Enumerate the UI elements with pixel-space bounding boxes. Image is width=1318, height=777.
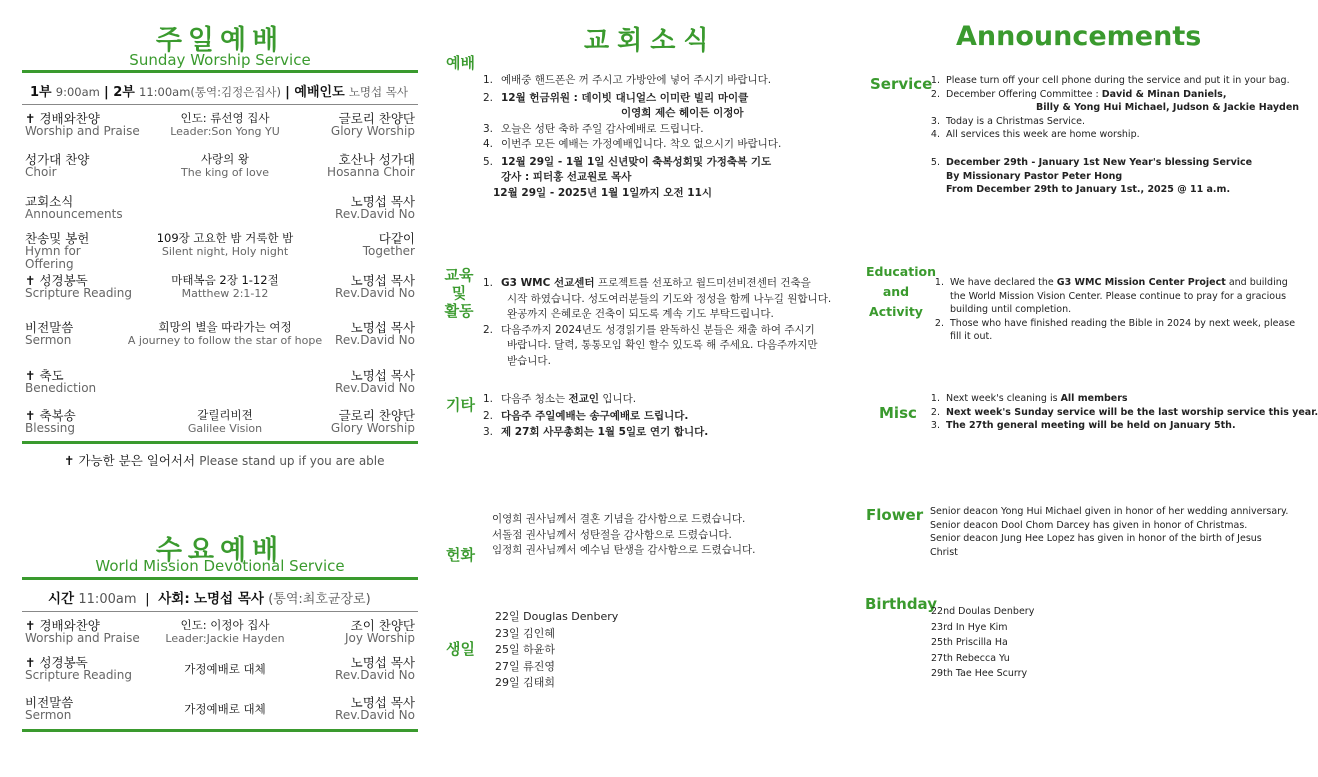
wed-time-label: 시간 (48, 591, 75, 607)
list-item-number: 2. (482, 409, 493, 422)
order-item-person (335, 656, 415, 682)
list-item (926, 156, 1252, 170)
news-item-text: 예배중 핸드폰은 꺼 주시고 가방안에 넣어 주시기 바랍니다. (501, 74, 772, 86)
list-item-text: We have declared the (950, 277, 1057, 288)
birthday-item: 29th Tae Hee Scurry (931, 668, 1028, 679)
order-item-title: 비전말씀 (25, 695, 74, 710)
order-row (25, 696, 415, 732)
order-item-detail-ko: 갈릴리비젼 (197, 408, 253, 422)
list-item (926, 406, 1318, 420)
order-item-person (345, 619, 415, 645)
order-item-detail (120, 321, 330, 347)
order-item-detail (120, 619, 330, 645)
order-item-person (335, 274, 415, 300)
order-item-person-ko: 글로리 찬양단 (338, 111, 415, 126)
list-item (926, 128, 1299, 142)
list-item-number: 5. (930, 157, 940, 168)
wednesday-title-ko: 수요예배 (155, 535, 285, 566)
order-item-title-en: Sermon (25, 708, 72, 722)
order-item-person (331, 112, 415, 138)
list-item (926, 419, 1318, 433)
list-item (475, 276, 831, 292)
order-item-detail-en: A journey to follow the star of hope (127, 334, 323, 347)
birthday-item: 27일 류진영 (495, 659, 555, 673)
flower-item: Senior deacon Dool Chom Darcey has given in honor of Christmas. (930, 519, 1248, 531)
news-item (475, 137, 781, 153)
order-item-title-en: Scripture Reading (25, 668, 132, 682)
list-item-number: 3. (482, 426, 493, 438)
list-item-number: 3. (930, 115, 940, 127)
list-item-number: 4. (930, 129, 940, 140)
news-item-text: 12월 29일 - 1월 1일 신년맞이 축복성회및 가정축복 기도 (501, 155, 772, 168)
list-item (475, 323, 831, 339)
list-item (930, 276, 1295, 290)
list-item-text: 다음주 청소는 (501, 393, 569, 405)
ann-service-label: Service (870, 75, 933, 93)
order-item-person-en: Rev.David No (335, 207, 415, 221)
list-item-text: 다음주까지 2024년도 성경읽기를 완독하신 분들은 채출 하여 주시기 (501, 323, 815, 336)
list-item-text: Next week's cleaning is (946, 393, 1061, 404)
news-item-number: 5. (482, 155, 493, 168)
list-item-bold: By Missionary Pastor Peter Hong (946, 170, 1123, 182)
sunday-bottom-rule (22, 441, 418, 444)
list-item-number: 2. (930, 88, 940, 100)
ann-service-list-b (926, 156, 1252, 197)
order-item-person-en: Glory Worship (330, 421, 415, 435)
order-item-title-en: Announcements (25, 207, 123, 221)
order-item-person-en: Hosanna Choir (327, 165, 415, 179)
part2-time: 11:00am(통역:김정은집사) (139, 85, 282, 99)
birthday-item: 27th Rebecca Yu (931, 652, 1010, 664)
birthday-item: 23rd In Hye Kim (931, 621, 1008, 633)
birthday-item: 22일 Douglas Denbery (495, 610, 619, 623)
news-item (475, 155, 781, 171)
flower-item: 임정희 권사님께서 예수님 탄생을 감사함으로 드렸습니다. (492, 544, 756, 556)
order-item-person-en: Rev.David No (335, 668, 415, 682)
order-item-person-en: Rev.David No (335, 708, 415, 722)
sunday-title-en: Sunday Worship Service (129, 51, 311, 69)
order-item-title-en: Scripture Reading (25, 286, 132, 300)
order-item-detail-ko: 가정예배로 대체 (184, 662, 266, 676)
list-item-text: 완공까지 은혜로운 건축이 되도록 계속 기도 부탁드립니다. (507, 308, 774, 320)
wednesday-top-rule (22, 577, 418, 580)
order-item-detail-ko: 인도: 이정아 집사 (180, 618, 270, 632)
list-item-bold: The 27th general meeting will be held on January 5th. (946, 420, 1236, 431)
order-item-title-en: Worship and Praise (25, 631, 140, 645)
news-flower-list (492, 512, 755, 559)
order-item-detail-ko: 인도: 류선영 집사 (180, 111, 270, 125)
order-item-detail-ko: 사랑의 왕 (200, 152, 250, 166)
ann-edu-label: Education and Activity (866, 264, 936, 319)
list-item-bold: Next week's Sunday service will be the last worship service this year. (946, 406, 1318, 418)
list-item-text: 받습니다. (507, 354, 551, 367)
birthday-item: 23일 김인혜 (495, 626, 555, 640)
news-item-number: 3. (482, 122, 493, 135)
sunday-title-ko: 주일예배 (155, 25, 285, 56)
list-item (475, 391, 708, 408)
stand-note-ko: ✝ 가능한 분은 일어서서 (64, 453, 196, 468)
order-item-title: ✝ 성경봉독 (25, 273, 88, 288)
news-item-number: 1. (482, 74, 493, 86)
order-item-detail-en: Leader:Jackie Hayden (165, 632, 285, 645)
list-item-text: December Offering Committee : (946, 88, 1102, 100)
list-item-bold: All members (1060, 393, 1128, 404)
wed-host: 노명섭 목사 (194, 591, 264, 607)
list-item-text: fill it out. (950, 331, 993, 342)
order-item-person-ko: 노명섭 목사 (350, 320, 415, 335)
order-item-person-en: Joy Worship (344, 631, 415, 645)
list-item-text: Today is a Christmas Service. (946, 115, 1085, 127)
news-item-text: 12월 헌금위원 : 데이빗 대니얼스 이미란 빌리 마이클 (501, 91, 749, 104)
news-item-number: 4. (482, 138, 493, 150)
order-item-person-ko: 글로리 찬양단 (338, 408, 415, 423)
order-item-person (335, 696, 415, 722)
order-item-detail-ko: 109장 고요한 밤 거룩한 밤 (156, 231, 294, 245)
order-item-detail (120, 274, 330, 300)
order-item-detail (120, 153, 330, 179)
list-item (926, 183, 1252, 197)
wed-host-label: 사회: (158, 591, 190, 607)
order-item-title-en: Sermon (25, 333, 72, 347)
list-item-post: 프로젝트를 선포하고 월드미션비젼센터 건축을 (594, 277, 811, 289)
list-item (930, 330, 1295, 344)
news-item (475, 91, 781, 107)
part1-time: 9:00am (55, 85, 100, 99)
list-item (926, 101, 1299, 115)
news-item-text: 오늘은 성탄 축하 주일 감사예배로 드립니다. (501, 122, 704, 135)
list-item-bold: 전교인 (568, 393, 599, 405)
order-item-detail-ko: 희망의 별을 따라가는 여정 (158, 320, 292, 334)
news-item-number: 2. (482, 91, 493, 104)
list-item (930, 317, 1295, 331)
flower-item: 이영희 권사님께서 결혼 기념을 감사함으로 드렸습니다. (492, 513, 746, 525)
list-item (926, 392, 1318, 406)
news-flower-label: 헌화 (446, 546, 475, 564)
wednesday-info-line (48, 587, 371, 607)
order-item-title-en: Blessing (25, 421, 76, 435)
list-item-number: 1. (482, 277, 493, 289)
list-item-post: and building (1225, 277, 1288, 288)
wednesday-info-rule (22, 611, 418, 612)
sunday-top-rule (22, 70, 418, 73)
list-item-text: Please turn off your cell phone during the service and put it in your bag. (946, 75, 1290, 86)
list-item (475, 307, 831, 323)
order-item-person (335, 195, 415, 221)
wednesday-bottom-rule (22, 729, 418, 732)
sunday-info-rule (22, 104, 418, 105)
list-item-text: All services this week are home worship. (946, 129, 1140, 140)
order-item-title: 성가대 찬양 (25, 152, 90, 167)
part2-label: | 2부 (103, 85, 135, 100)
order-item-title: ✝ 축도 (25, 368, 64, 383)
leader-name: 노명섭 목사 (348, 85, 409, 99)
list-item-text: building until completion. (950, 304, 1072, 315)
order-item-person-ko: 노명섭 목사 (350, 194, 415, 209)
wednesday-title-en: World Mission Devotional Service (95, 557, 345, 575)
stand-note (64, 451, 385, 469)
ann-misc-list (926, 392, 1318, 433)
order-item-person (327, 153, 415, 179)
order-row (25, 231, 415, 271)
order-item-left (25, 369, 155, 395)
ann-flower-label: Flower (866, 506, 924, 524)
order-row (25, 656, 415, 692)
list-item-number: 1. (482, 393, 493, 405)
flower-item: Senior deacon Yong Hui Michael given in honor of her wedding anniversary. (930, 506, 1289, 517)
list-item-text: Those who have finished reading the Bible in 2024 by next week, please (950, 317, 1296, 329)
order-row (25, 274, 415, 310)
order-row (25, 112, 415, 148)
order-item-person-ko: 노명섭 목사 (350, 695, 415, 710)
order-row (25, 153, 415, 189)
birthday-item: 25th Priscilla Ha (931, 637, 1008, 648)
order-item-person-en: Rev.David No (335, 286, 415, 300)
ann-misc-label: Misc (879, 404, 917, 422)
list-item (930, 290, 1295, 304)
order-row (25, 369, 415, 405)
ann-flower-list (930, 505, 1288, 559)
news-item (475, 122, 781, 138)
news-item-text: 이영희 제슨 헤이든 이정아 (621, 107, 744, 119)
flower-item: Christ (930, 546, 958, 558)
news-item (475, 106, 781, 122)
flower-item: Senior deacon Jung Hee Lopez has given in honor of the birth of Jesus (930, 533, 1262, 544)
list-item-bold: G3 WMC Mission Center Project (1056, 277, 1226, 288)
order-item-title-en: Worship and Praise (25, 124, 140, 138)
list-item (475, 408, 708, 425)
order-item-title: ✝ 경배와찬양 (25, 111, 100, 126)
news-item-text: 강사 : 피터홍 선교원로 목사 (501, 171, 632, 183)
news-misc-label: 기타 (446, 396, 475, 414)
order-item-person-en: Together (362, 244, 415, 258)
order-item-detail-en: Galilee Vision (187, 422, 263, 435)
order-item-title: 교회소식 (25, 194, 74, 209)
order-item-title-en: Hymn for (25, 244, 81, 258)
list-item-number: 2. (482, 323, 493, 336)
list-item (926, 74, 1299, 88)
order-item-detail-en: The king of love (181, 166, 269, 179)
order-item-person-en: Glory Worship (330, 124, 415, 138)
order-item-detail-en: Silent night, Holy night (161, 245, 289, 258)
order-item-detail-en: Matthew 2:1-12 (181, 287, 269, 300)
order-item-title-en: Benediction (25, 381, 97, 395)
list-item-number: 1. (930, 393, 940, 404)
list-item-bold: From December 29th to January 1st., 2025 @ 11 a.m. (946, 184, 1231, 195)
order-item-detail (120, 232, 330, 258)
wed-interp: (통역:최호균장로) (268, 592, 371, 607)
order-item-title: ✝ 경배와찬양 (25, 618, 100, 633)
birthday-item: 29일 김태희 (495, 676, 555, 689)
list-item (926, 170, 1252, 184)
order-item-title: ✝ 성경봉독 (25, 655, 88, 670)
news-misc-list (475, 391, 708, 441)
news-item (475, 186, 781, 202)
list-item-post: 입니다. (598, 393, 637, 405)
order-row (25, 619, 415, 655)
list-item-bold: David & Minan Daniels, (1101, 88, 1227, 100)
list-item-bold: 다음주 주일예배는 송구예배로 드립니다. (501, 409, 689, 422)
list-item-text: 시작 하였습니다. 성도여러분들의 기도와 정성을 함께 나누길 원합니다. (507, 292, 832, 305)
list-item-bold: 제 27회 사무총회는 1월 5일로 연기 합니다. (501, 426, 709, 438)
order-row (25, 321, 415, 357)
order-item-person-ko: 노명섭 목사 (350, 655, 415, 670)
order-item-person (335, 321, 415, 347)
news-birthday-label: 생일 (446, 640, 475, 658)
list-item-text: 바랍니다. 달력, 통통모임 확인 할수 있도록 해 주세요. 다음주까지만 (507, 339, 818, 351)
order-item-left (25, 195, 155, 221)
order-item-person (331, 409, 415, 435)
order-item-detail (120, 112, 330, 138)
ann-birthday-list (931, 604, 1034, 682)
list-item (475, 424, 708, 441)
news-worship-label: 예배 (446, 54, 475, 72)
flower-item: 서돌점 권사님께서 성탄절을 감사함으로 드렸습니다. (492, 528, 732, 541)
news-edu-list (475, 276, 831, 369)
order-item-title-en2: Offering (25, 257, 74, 271)
order-item-person (363, 232, 415, 258)
news-title: 교회소식 (584, 26, 717, 56)
list-item-bold: Billy & Yong Hui Michael, Judson & Jackie Hayden (1036, 102, 1300, 113)
wed-sep: | (145, 591, 150, 607)
order-item-detail (120, 409, 330, 435)
order-item-detail-ko: 마태복음 2장 1-12절 (171, 273, 279, 287)
order-item-detail-en: Leader:Son Yong YU (170, 125, 280, 138)
order-item-person-ko: 노명섭 목사 (350, 368, 415, 383)
ann-service-list (926, 74, 1299, 142)
order-item-title: ✝ 축복송 (25, 408, 76, 423)
ann-birthday-label: Birthday (865, 595, 937, 613)
sunday-info-line (30, 81, 408, 100)
announcements-title: Announcements (956, 21, 1202, 52)
order-item-person-ko: 노명섭 목사 (350, 273, 415, 288)
list-item-number: 1. (930, 75, 940, 86)
list-item-number: 1. (934, 277, 944, 288)
list-item (930, 303, 1295, 317)
news-item-text: 12월 29일 - 2025년 1월 1일까지 오전 11시 (493, 186, 713, 199)
order-item-title-en: Choir (25, 165, 57, 179)
order-item-person (335, 369, 415, 395)
order-row (25, 409, 415, 445)
list-item (926, 115, 1299, 129)
news-edu-label: 교육 및 활동 (444, 266, 474, 320)
order-item-person-en: Rev.David No (335, 381, 415, 395)
stand-note-en: Please stand up if you are able (199, 454, 385, 468)
order-item-title: 비전말씀 (25, 320, 74, 335)
leader-label: | 예배인도 (285, 85, 345, 100)
order-item-person-ko: 조이 찬양단 (350, 618, 415, 633)
list-item (475, 292, 831, 308)
list-item-number: 2. (934, 317, 944, 329)
order-item-person-en: Rev.David No (335, 333, 415, 347)
list-item-bold: G3 WMC 선교센터 (501, 277, 595, 289)
list-item-text: the World Mission Vision Center. Please continue to pray for a gracious (950, 290, 1287, 302)
part1-label: 1부 (30, 85, 52, 100)
order-item-detail (120, 656, 330, 676)
order-row (25, 195, 415, 231)
news-worship-list (475, 73, 781, 201)
list-item (475, 338, 831, 354)
list-item (475, 354, 831, 370)
list-item-number: 3. (930, 420, 940, 431)
list-item-bold: December 29th - January 1st New Year's blessing Service (946, 157, 1253, 168)
order-item-detail (120, 696, 330, 716)
news-birthday-list (495, 609, 618, 692)
order-item-person-ko: 다같이 (378, 231, 415, 246)
news-item-text: 이번주 모든 예배는 가정예배입니다. 착오 없으시기 바랍니다. (501, 138, 782, 150)
order-item-title: 찬송및 봉헌 (25, 231, 90, 246)
list-item-number: 2. (930, 406, 940, 418)
wed-time: 11:00am (78, 592, 137, 607)
news-item (475, 73, 781, 89)
birthday-item: 22nd Doulas Denbery (931, 606, 1035, 617)
order-item-person-ko: 호산나 성가대 (338, 152, 415, 167)
ann-edu-list (930, 276, 1295, 344)
order-item-detail-ko: 가정예배로 대체 (184, 702, 266, 716)
birthday-item: 25일 하윤하 (495, 643, 555, 656)
news-item (475, 170, 781, 186)
list-item (926, 88, 1299, 102)
